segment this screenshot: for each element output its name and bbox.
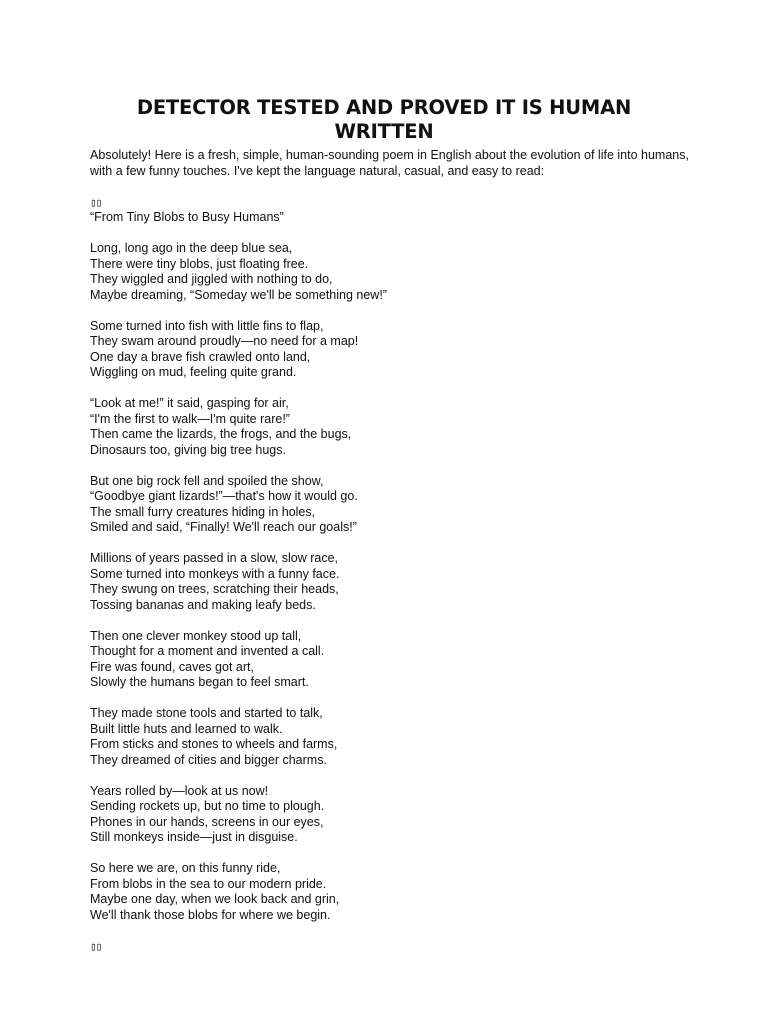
document-title: DETECTOR TESTED AND PROVED IT IS HUMAN WRITTEN — [136, 96, 632, 143]
poem-line: Fire was found, caves got art, — [90, 659, 254, 674]
blank-line — [90, 846, 690, 862]
poem-stanza — [90, 784, 690, 846]
poem-line: Built little huts and learned to walk. — [90, 721, 283, 736]
poem-body — [90, 226, 690, 924]
poem-stanza — [90, 706, 690, 768]
emoji-placeholder-top: ▯▯ — [90, 195, 102, 209]
poem-line: Then one clever monkey stood up tall, — [90, 628, 302, 643]
blank-line — [90, 923, 690, 939]
poem-line: They swung on trees, scratching their heads, — [90, 582, 339, 597]
poem-line: Thought for a moment and invented a call. — [90, 644, 325, 659]
poem-line: Years rolled by—look at us now! — [90, 783, 269, 798]
intro-paragraph: Absolutely! Here is a fresh, simple, human-sounding poem in English about the evolution of life into humans, with a few funny touches. I've kept the language natural, casual, and easy to read: — [90, 148, 689, 178]
poem-line: They wiggled and jiggled with nothing to do, — [90, 272, 333, 287]
blank-line — [90, 179, 690, 195]
poem-line: Still monkeys inside—just in disguise. — [90, 830, 298, 845]
poem-title: “From Tiny Blobs to Busy Humans” — [90, 210, 284, 225]
blank-line — [90, 381, 690, 397]
document-page — [90, 96, 690, 954]
poem-stanza — [90, 551, 690, 613]
poem-line: Wiggling on mud, feeling quite grand. — [90, 365, 297, 380]
poem-line: But one big rock fell and spoiled the show, — [90, 473, 324, 488]
poem-line: Dinosaurs too, giving big tree hugs. — [90, 442, 286, 457]
blank-line — [90, 613, 690, 629]
poem-line: Tossing bananas and making leafy beds. — [90, 597, 316, 612]
poem-line: One day a brave fish crawled onto land, — [90, 349, 311, 364]
poem-line: We'll thank those blobs for where we begin. — [90, 907, 331, 922]
poem-line: Maybe dreaming, “Someday we'll be something new!” — [90, 287, 387, 302]
poem-line: They made stone tools and started to talk, — [90, 706, 323, 721]
poem-stanza — [90, 396, 690, 458]
poem-line: Phones in our hands, screens in our eyes, — [90, 814, 324, 829]
poem-stanza — [90, 319, 690, 381]
poem-stanza — [90, 861, 690, 923]
blank-line — [90, 458, 690, 474]
poem-line: From blobs in the sea to our modern pride. — [90, 876, 327, 891]
poem-line: “Goodbye giant lizards!”—that's how it would go. — [90, 489, 358, 504]
poem-line: “I'm the first to walk—I'm quite rare!” — [90, 411, 290, 426]
poem-stanza — [90, 474, 690, 536]
poem-stanza — [90, 629, 690, 691]
poem-line: Some turned into monkeys with a funny face. — [90, 566, 340, 581]
blank-line — [90, 303, 690, 319]
poem-line: So here we are, on this funny ride, — [90, 861, 281, 876]
blank-line — [90, 536, 690, 552]
poem-line: Then came the lizards, the frogs, and the bugs, — [90, 427, 352, 442]
poem-line: They dreamed of cities and bigger charms. — [90, 752, 327, 767]
blank-line — [90, 226, 690, 242]
poem-line: Slowly the humans began to feel smart. — [90, 675, 309, 690]
poem-line: From sticks and stones to wheels and farms, — [90, 737, 338, 752]
poem-line: Long, long ago in the deep blue sea, — [90, 241, 293, 256]
poem-line: Maybe one day, when we look back and grin, — [90, 892, 340, 907]
poem-line: Sending rockets up, but no time to plough. — [90, 799, 325, 814]
blank-line — [90, 768, 690, 784]
poem-line: Smiled and said, “Finally! We'll reach our goals!” — [90, 520, 357, 535]
blank-line — [90, 691, 690, 707]
poem-line: Millions of years passed in a slow, slow race, — [90, 551, 339, 566]
poem-line: Some turned into fish with little fins to flap, — [90, 318, 324, 333]
poem-line: They swam around proudly—no need for a map! — [90, 334, 359, 349]
poem-line: There were tiny blobs, just floating free. — [90, 256, 309, 271]
poem-stanza — [90, 241, 690, 303]
emoji-placeholder-bottom: ▯▯ — [90, 939, 102, 953]
poem-line: “Look at me!” it said, gasping for air, — [90, 396, 289, 411]
poem-line: The small furry creatures hiding in holes, — [90, 504, 316, 519]
